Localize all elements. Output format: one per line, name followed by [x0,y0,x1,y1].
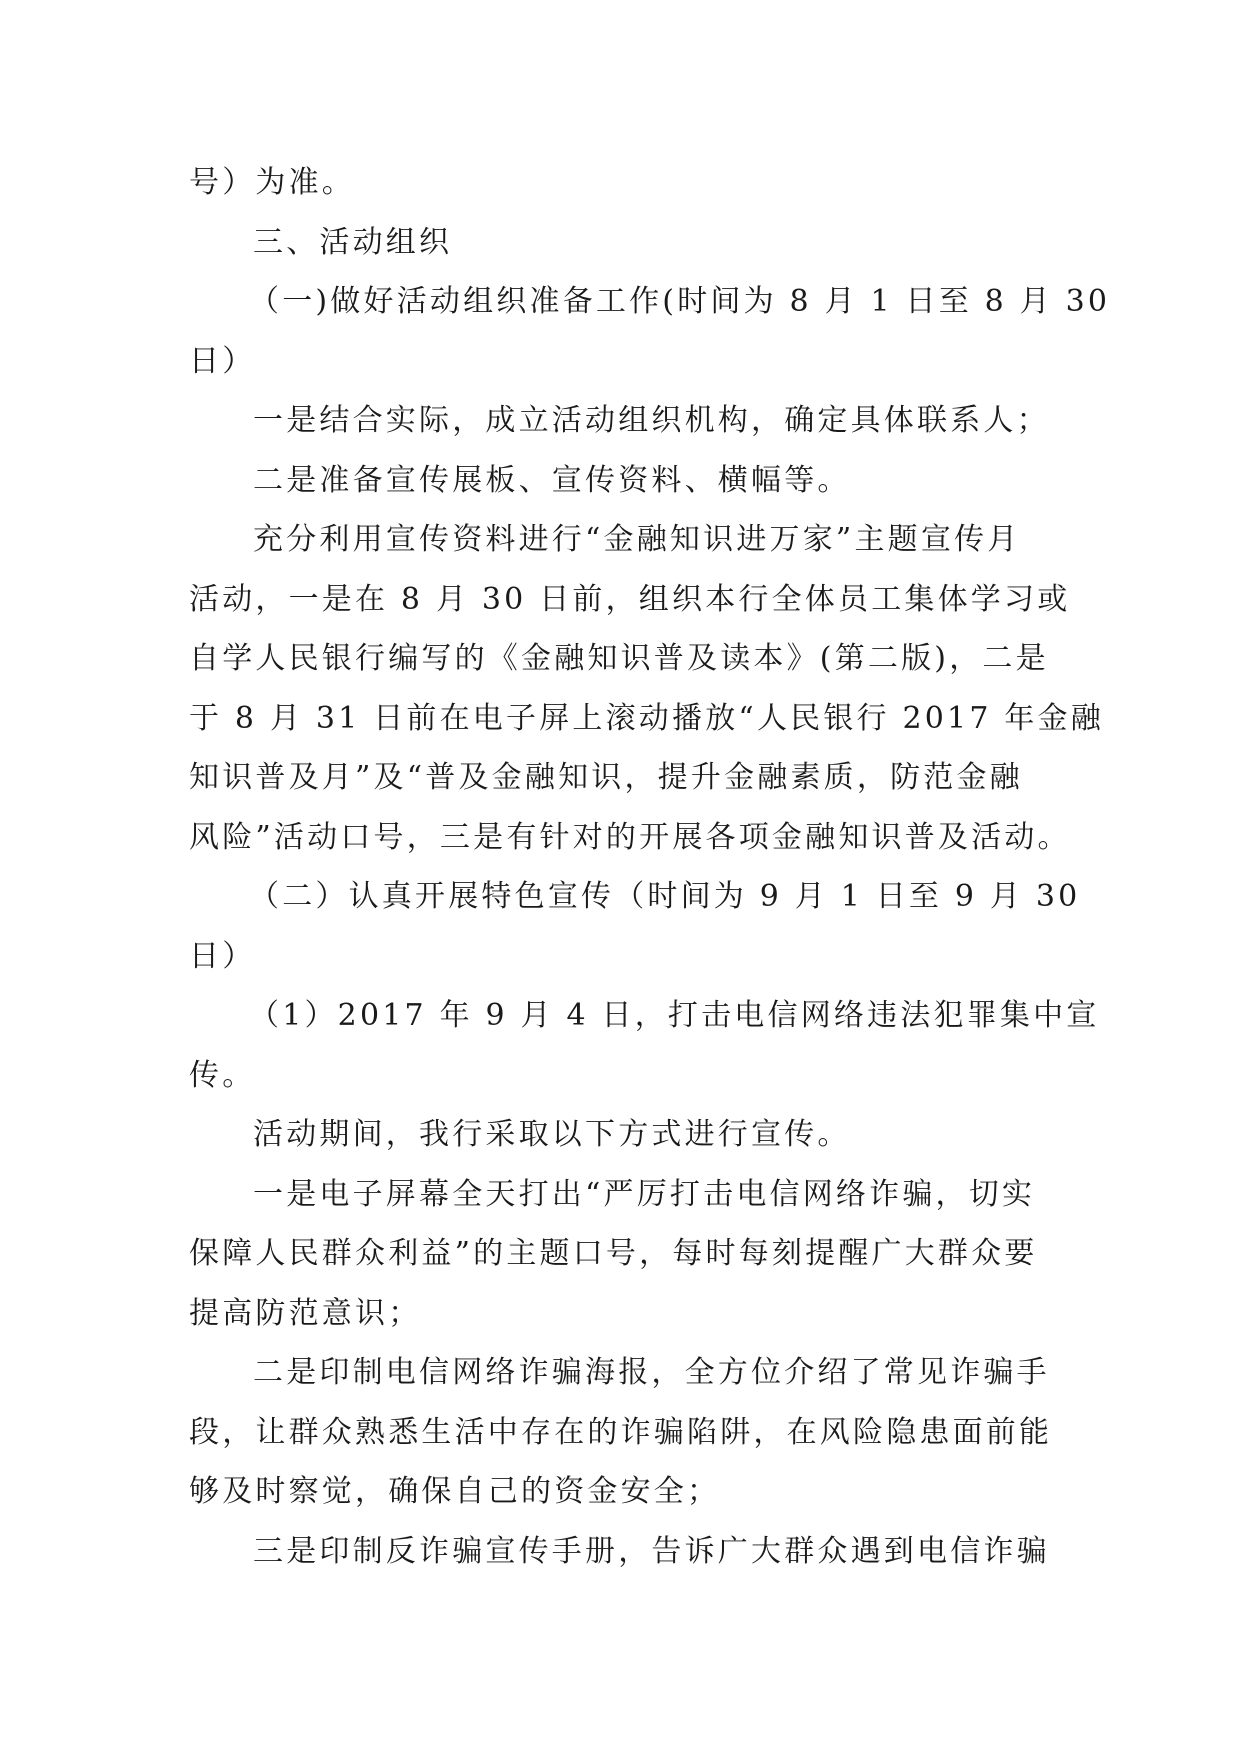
text-line-11: 知识普及月”及“普及金融知识，提升金融素质，防范金融 [189,760,1023,795]
text-line-17: 活动期间，我行采取以下方式进行宣传。 [253,1117,851,1152]
text-line-20: 提高防范意识； [189,1295,422,1331]
subsection-heading-2: （二）认真开展特色宣传（时间为 9 月 1 日至 9 月 30 [249,879,1081,914]
text-line-9: 自学人民银行编写的《金融知识普及读本》(第二版)，二是 [189,641,1049,676]
text-line-1: 号）为准。 [189,165,355,200]
text-line-5: 一是结合实际，成立活动组织机构，确定具体联系人； [253,403,1050,438]
text-line-12: 风险”活动口号，三是有针对的开展各项金融知识普及活动。 [189,819,1071,855]
text-line-24: 三是印制反诈骗宣传手册，告诉广大群众遇到电信诈骗 [253,1533,1050,1569]
subsection-heading-1: （一)做好活动组织准备工作(时间为 8 月 1 日至 8 月 30 [249,284,1111,319]
text-line-6: 二是准备宣传展板、宣传资料、横幅等。 [253,462,851,498]
text-line-19: 保障人民群众利益”的主题口号，每时每刻提醒广大群众要 [189,1236,1038,1271]
text-line-10: 于 8 月 31 日前在电子屏上滚动播放“人民银行 2017 年金融 [189,700,1104,736]
text-line-4: 日） [189,343,256,379]
text-line-15: （1）2017 年 9 月 4 日，打击电信网络违法犯罪集中宣 [249,998,1100,1033]
text-line-18: 一是电子屏幕全天打出“严厉打击电信网络诈骗，切实 [253,1176,1036,1212]
text-line-16: 传。 [189,1057,256,1093]
text-line-22: 段，让群众熟悉生活中存在的诈骗陷阱，在风险隐患面前能 [189,1414,1053,1450]
text-line-8: 活动，一是在 8 月 30 日前，组织本行全体员工集体学习或 [189,581,1071,617]
section-heading-activity-organization: 三、活动组织 [253,224,453,260]
text-line-14: 日） [189,938,256,974]
text-line-7: 充分利用宣传资料进行“金融知识进万家”主题宣传月 [253,522,1021,557]
text-line-21: 二是印制电信网络诈骗海报，全方位介绍了常见诈骗手 [253,1355,1050,1390]
document-body [189,153,1111,1581]
text-line-23: 够及时察觉，确保自己的资金安全； [189,1474,721,1509]
